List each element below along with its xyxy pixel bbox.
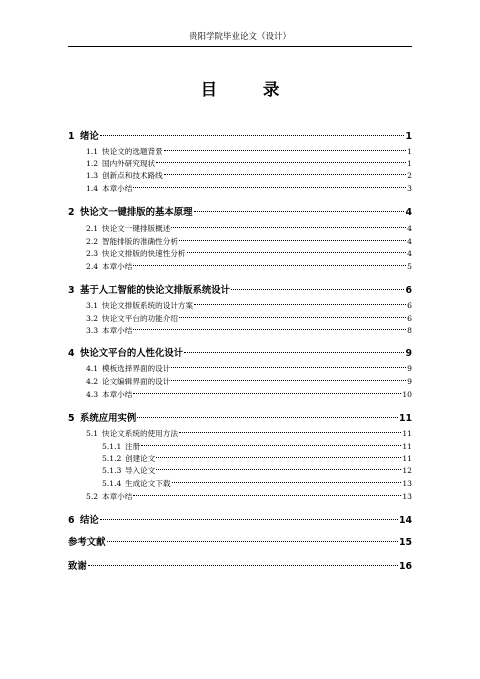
toc-page-number: 4: [407, 249, 412, 258]
toc-entry-5-1-4[interactable]: [102, 478, 412, 489]
toc-title: 快论文的选题背景: [102, 147, 163, 156]
toc-title: 参考文献: [68, 537, 106, 548]
toc-entry-5-1-2[interactable]: [102, 453, 412, 464]
toc-title: 绪论: [80, 131, 99, 142]
toc-title: 模板选择界面的设计: [102, 364, 171, 373]
toc-entry-3-3[interactable]: [86, 325, 412, 336]
toc-number: 3.3: [86, 326, 99, 335]
toc-entry-1-3[interactable]: [86, 170, 412, 181]
toc-page-number: 13: [402, 492, 412, 501]
toc-title: 快论文平台的人性化设计: [80, 348, 184, 359]
toc-entry-extra-26[interactable]: [68, 534, 412, 548]
toc-number: 5.1.4: [102, 479, 122, 488]
toc-page-number: 6: [407, 314, 412, 323]
dot-leader: [179, 432, 401, 433]
toc-page-number: 1: [405, 131, 412, 142]
toc-title: 论文编辑界面的设计: [102, 377, 171, 386]
toc-entry-1-2[interactable]: [86, 158, 412, 169]
dot-leader: [137, 417, 398, 418]
toc-page-number: 11: [402, 442, 412, 451]
dot-leader: [187, 252, 407, 253]
toc-entry-5-1[interactable]: [86, 428, 412, 439]
toc-number: 2.1: [86, 224, 99, 233]
toc-number: 5.1.2: [102, 454, 122, 463]
toc-entry-extra-27[interactable]: [68, 558, 412, 572]
toc-entry-2-3[interactable]: [86, 248, 412, 259]
toc-entry-1[interactable]: [68, 128, 412, 142]
toc-number: 1: [68, 131, 75, 142]
toc-title: 本章小结: [102, 492, 133, 501]
dot-leader: [141, 445, 401, 446]
toc-page-number: 1: [407, 147, 412, 156]
toc-number: 1.2: [86, 159, 99, 168]
toc-number: 3.2: [86, 314, 99, 323]
dot-leader: [171, 367, 406, 368]
toc-entry-5-2[interactable]: [86, 491, 412, 502]
toc-number: 5.2: [86, 492, 99, 501]
toc-entry-1-1[interactable]: [86, 146, 412, 157]
toc-entry-2[interactable]: [68, 204, 412, 218]
toc-page-number: 13: [402, 479, 412, 488]
toc-number: 4.1: [86, 364, 99, 373]
toc-entry-1-4[interactable]: [86, 183, 412, 194]
dot-leader: [164, 174, 406, 175]
toc-number: 3.1: [86, 301, 99, 310]
toc-entry-3[interactable]: [68, 282, 412, 296]
toc-page-number: 3: [407, 184, 412, 193]
toc-page-number: 9: [407, 364, 412, 373]
toc-title: 结论: [80, 515, 99, 526]
toc-number: 1.4: [86, 184, 99, 193]
toc-entry-2-2[interactable]: [86, 236, 412, 247]
dot-leader: [171, 227, 406, 228]
toc-page-number: 4: [407, 224, 412, 233]
dot-leader: [133, 329, 406, 330]
toc-title: 快论文排版的快速性分析: [102, 249, 186, 258]
toc-entry-5-1-1[interactable]: [102, 441, 412, 452]
toc-number: 2.3: [86, 249, 99, 258]
toc-number: 4.3: [86, 390, 99, 399]
toc-title: 本章小结: [102, 184, 133, 193]
toc-entry-4-2[interactable]: [86, 376, 412, 387]
toc-number: 4: [68, 348, 75, 359]
dot-leader: [184, 352, 404, 353]
toc-number: 5.1: [86, 429, 99, 438]
toc-number: 2.4: [86, 262, 99, 271]
dot-leader: [133, 187, 406, 188]
toc-page-number: 8: [407, 326, 412, 335]
toc-page-number: 4: [407, 237, 412, 246]
toc-entry-5[interactable]: [68, 410, 412, 424]
dot-leader: [107, 541, 398, 542]
toc-entry-2-1[interactable]: [86, 223, 412, 234]
toc-page-number: 12: [402, 466, 412, 475]
toc-entry-6[interactable]: [68, 512, 412, 526]
toc-page-number: 6: [405, 285, 412, 296]
toc-page-number: 11: [398, 413, 412, 424]
toc-entry-2-4[interactable]: [86, 261, 412, 272]
toc-number: 3: [68, 285, 75, 296]
dot-leader: [100, 519, 398, 520]
dot-leader: [100, 135, 405, 136]
toc-title: 致谢: [68, 561, 87, 572]
toc-number: 5: [68, 413, 75, 424]
page-title: 目 录: [200, 80, 300, 99]
header-rule: [68, 46, 412, 47]
toc-page-number: 1: [407, 159, 412, 168]
toc-page-number: 11: [402, 454, 412, 463]
toc-title: 创新点和技术路线: [102, 171, 163, 180]
toc-title: 导入论文: [125, 466, 156, 475]
dot-leader: [194, 304, 406, 305]
toc-entry-3-2[interactable]: [86, 313, 412, 324]
toc-page-number: 4: [405, 207, 412, 218]
dot-leader: [172, 482, 402, 483]
toc-title: 创建论文: [125, 454, 156, 463]
dot-leader: [88, 565, 398, 566]
toc-page-number: 9: [405, 348, 412, 359]
toc-number: 6: [68, 515, 75, 526]
toc-title: 快论文系统的使用方法: [102, 429, 178, 438]
dot-leader: [156, 162, 406, 163]
toc-entry-5-1-3[interactable]: [102, 465, 412, 476]
toc-number: 4.2: [86, 377, 99, 386]
toc-page-number: 15: [398, 537, 412, 548]
toc-page-number: 14: [398, 515, 412, 526]
toc-number: 1.1: [86, 147, 99, 156]
toc-title: 生成论文下载: [125, 479, 171, 488]
toc-page-number: 6: [407, 301, 412, 310]
toc-title: 智能排版的准确性分析: [102, 237, 178, 246]
toc-entry-4-3[interactable]: [86, 389, 412, 400]
toc-page-number: 10: [402, 390, 412, 399]
toc-page-number: 11: [402, 429, 412, 438]
toc-title: 系统应用实例: [80, 413, 137, 424]
toc-entry-4[interactable]: [68, 345, 412, 359]
toc-title: 基于人工智能的快论文排版系统设计: [80, 285, 231, 296]
toc-number: 5.1.1: [102, 442, 122, 451]
dot-leader: [156, 457, 401, 458]
dot-leader: [194, 211, 405, 212]
toc-title: 快论文一键排版概述: [102, 224, 171, 233]
dot-leader: [164, 150, 406, 151]
dot-leader: [133, 393, 401, 394]
toc-title: 注册: [125, 442, 141, 451]
dot-leader: [179, 240, 406, 241]
toc-entry-4-1[interactable]: [86, 363, 412, 374]
toc-title: 本章小结: [102, 262, 133, 271]
toc-page-number: 5: [407, 262, 412, 271]
toc-number: 5.1.3: [102, 466, 122, 475]
dot-leader: [133, 265, 406, 266]
page-header: 贵阳学院毕业论文（设计）: [188, 32, 291, 42]
toc-number: 1.3: [86, 171, 99, 180]
dot-leader: [133, 495, 401, 496]
toc-title: 国内外研究现状: [102, 159, 156, 168]
dot-leader: [179, 317, 406, 318]
dot-leader: [231, 289, 404, 290]
toc-title: 本章小结: [102, 390, 133, 399]
toc-page-number: 16: [398, 561, 412, 572]
toc-entry-3-1[interactable]: [86, 300, 412, 311]
toc-page-number: 2: [407, 171, 412, 180]
toc-title: 快论文一键排版的基本原理: [80, 207, 193, 218]
toc-number: 2: [68, 207, 75, 218]
dot-leader: [156, 469, 401, 470]
toc-title: 本章小结: [102, 326, 133, 335]
toc-number: 2.2: [86, 237, 99, 246]
toc-page-number: 9: [407, 377, 412, 386]
toc-title: 快论文排版系统的设计方案: [102, 301, 194, 310]
dot-leader: [171, 380, 406, 381]
toc-title: 快论文平台的功能介绍: [102, 314, 178, 323]
